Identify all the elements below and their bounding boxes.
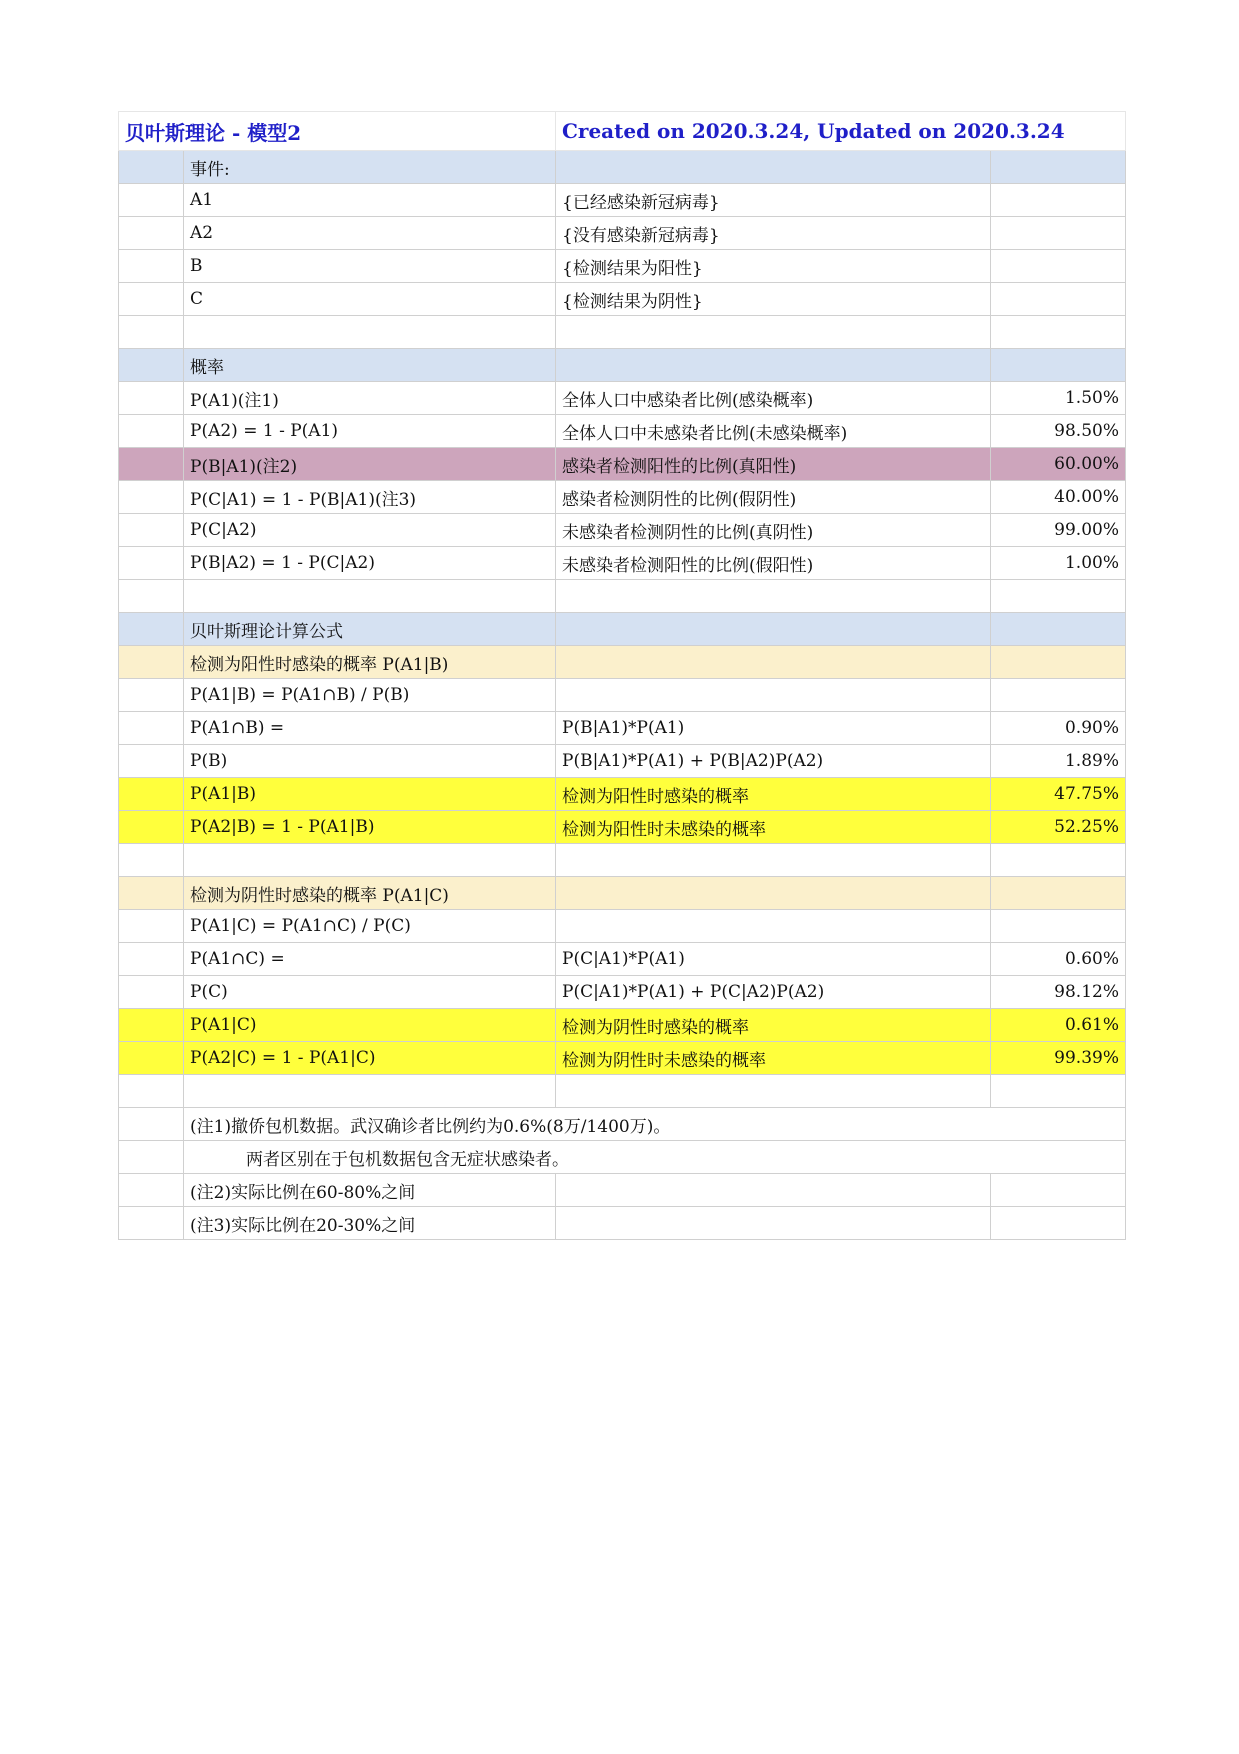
empty-row xyxy=(119,1075,1126,1108)
note-row xyxy=(119,1108,1126,1141)
note-1-continued: 两者区别在于包机数据包含无症状感染者。 xyxy=(184,1141,1126,1174)
table-row: C {检测结果为阴性} xyxy=(119,283,1126,316)
note-row xyxy=(119,1207,1126,1240)
note-2: (注2)实际比例在60-80%之间 xyxy=(184,1174,556,1207)
empty-row xyxy=(119,316,1126,349)
probability-heading: 概率 xyxy=(184,349,556,382)
negative-heading: 检测为阴性时感染的概率 P(A1|C) xyxy=(184,877,556,910)
events-heading: 事件: xyxy=(184,151,556,184)
table-row: A2 {没有感染新冠病毒} xyxy=(119,217,1126,250)
table-row: P(A1∩C) = P(C|A1)*P(A1) 0.60% xyxy=(119,943,1126,976)
note-1: (注1)撤侨包机数据。武汉确诊者比例约为0.6%(8万/1400万)。 xyxy=(184,1108,1126,1141)
positive-heading: 检测为阳性时感染的概率 P(A1|B) xyxy=(184,646,556,679)
table-row: P(B) P(B|A1)*P(A1) + P(B|A2)P(A2) 1.89% xyxy=(119,745,1126,778)
positive-formula: P(A1|B) = P(A1∩B) / P(B) xyxy=(184,679,556,712)
table-row: P(A1∩B) = P(B|A1)*P(A1) 0.90% xyxy=(119,712,1126,745)
note-row xyxy=(119,1141,1126,1174)
title-row xyxy=(119,112,1126,151)
table-row-highlight: P(A2|C) = 1 - P(A1|C) 检测为阴性时未感染的概率 99.39% xyxy=(119,1042,1126,1075)
bayes-heading: 贝叶斯理论计算公式 xyxy=(184,613,556,646)
table-row: P(C) P(C|A1)*P(A1) + P(C|A2)P(A2) 98.12% xyxy=(119,976,1126,1009)
bayes-table xyxy=(118,111,1126,1240)
created-note: Created on 2020.3.24, Updated on 2020.3.24 xyxy=(556,112,1126,151)
spreadsheet xyxy=(118,111,1125,1240)
note-row xyxy=(119,1174,1126,1207)
table-row: A1 {已经感染新冠病毒} xyxy=(119,184,1126,217)
table-row-highlight: P(B|A1)(注2) 感染者检测阳性的比例(真阳性) 60.00% xyxy=(119,448,1126,481)
table-row: P(C|A2) 未感染者检测阴性的比例(真阴性) 99.00% xyxy=(119,514,1126,547)
table-row-highlight: P(A2|B) = 1 - P(A1|B) 检测为阳性时未感染的概率 52.25% xyxy=(119,811,1126,844)
negative-heading-row xyxy=(119,877,1126,910)
sheet-title: 贝叶斯理论 - 模型2 xyxy=(119,112,556,151)
negative-formula: P(A1|C) = P(A1∩C) / P(C) xyxy=(184,910,556,943)
table-row-highlight: P(A1|C) 检测为阴性时感染的概率 0.61% xyxy=(119,1009,1126,1042)
probability-heading-row xyxy=(119,349,1126,382)
table-row: P(A2) = 1 - P(A1) 全体人口中未感染者比例(未感染概率) 98.50% xyxy=(119,415,1126,448)
table-row: P(B|A2) = 1 - P(C|A2) 未感染者检测阳性的比例(假阳性) 1.00% xyxy=(119,547,1126,580)
events-heading-row xyxy=(119,151,1126,184)
empty-row xyxy=(119,580,1126,613)
table-row-highlight: P(A1|B) 检测为阳性时感染的概率 47.75% xyxy=(119,778,1126,811)
empty-row xyxy=(119,844,1126,877)
table-row xyxy=(119,679,1126,712)
bayes-heading-row xyxy=(119,613,1126,646)
table-row: P(C|A1) = 1 - P(B|A1)(注3) 感染者检测阴性的比例(假阴性) 40.00% xyxy=(119,481,1126,514)
table-row: P(A1)(注1) 全体人口中感染者比例(感染概率) 1.50% xyxy=(119,382,1126,415)
table-row: B {检测结果为阳性} xyxy=(119,250,1126,283)
table-row xyxy=(119,910,1126,943)
positive-heading-row xyxy=(119,646,1126,679)
note-3: (注3)实际比例在20-30%之间 xyxy=(184,1207,556,1240)
